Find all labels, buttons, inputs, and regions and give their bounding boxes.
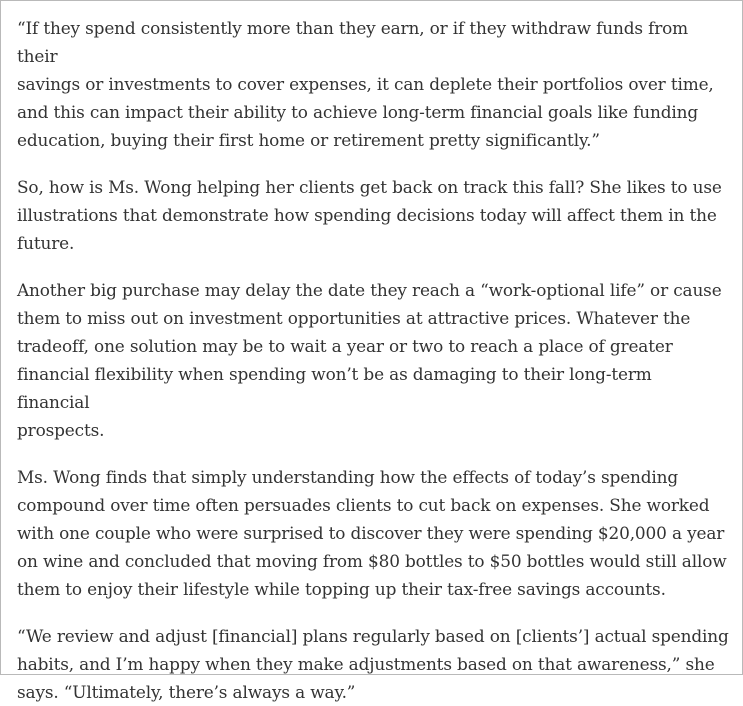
paragraph-closing-quote: “We review and adjust [financial] plans regularly based on [clients’] actual spending habits, and I’m happy when they make adjustments based on that awareness,” she says. “Ultimately, there’s always a way.” [17,626,729,702]
paragraph-big-purchase: Another big purchase may delay the date they reach a “work-optional life” or cause them to miss out on investment opportunities at attractive prices. Whatever the tradeoff, one solution may be to wait a year or two to reach a place of greater financial flexibility when spending won’t be as damaging to their long-term financial prospects. [17,280,722,440]
paragraph-quote-spending: “If they spend consistently more than they earn, or if they withdraw funds from their savings or investments to cover expenses, it can deplete their portfolios over time, and this can impact their ability to achieve long-term financial goals like funding education, buying their first home or retirement pretty significantly.” [17,18,714,150]
paragraph-back-on-track: So, how is Ms. Wong helping her clients get back on track this fall? She likes to use illustrations that demonstrate how spending decisions today will affect them in the future. [17,177,722,253]
article-body [17,14,729,706]
paragraph-wine-example: Ms. Wong finds that simply understanding how the effects of today’s spending compound over time often persuades clients to cut back on expenses. She worked with one couple who were surprised to discover they were spending $20,000 a year on wine and concluded that moving from $80 bottles to $50 bottles would still allow them to enjoy their lifestyle while topping up their tax-free savings accounts. [17,467,727,599]
